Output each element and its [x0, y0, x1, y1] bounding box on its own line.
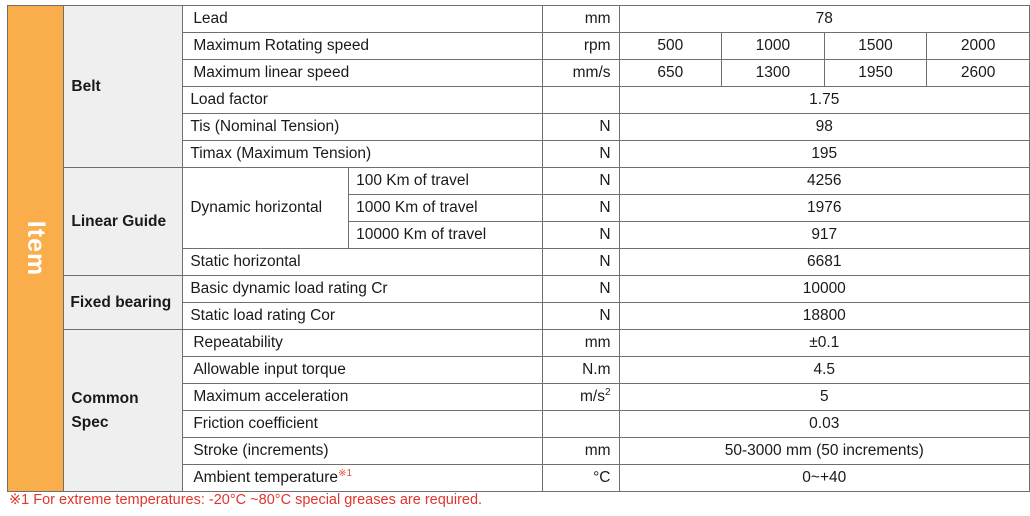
label-max-acceleration: Maximum acceleration [183, 384, 542, 411]
label-static-horizontal: Static horizontal [183, 249, 542, 276]
unit-tis: N [542, 114, 619, 141]
value-lead: 78 [619, 6, 1029, 33]
label-stroke: Stroke (increments) [183, 438, 542, 465]
value-lin-speed-3: 1950 [824, 60, 927, 87]
unit-bearing-cor: N [542, 303, 619, 330]
unit-repeatability: mm [542, 330, 619, 357]
label-travel-1000: 1000 Km of travel [349, 195, 543, 222]
label-lead: Lead [183, 6, 542, 33]
unit-travel-100: N [542, 168, 619, 195]
group-common-line1: Common [71, 389, 139, 407]
value-travel-1000: 1976 [619, 195, 1029, 222]
unit-load-factor [542, 87, 619, 114]
row-lead [8, 6, 1030, 33]
value-static-horizontal: 6681 [619, 249, 1029, 276]
value-input-torque: 4.5 [619, 357, 1029, 384]
value-load-factor: 1.75 [619, 87, 1029, 114]
unit-lead: mm [542, 6, 619, 33]
label-dynamic-horizontal: Dynamic horizontal [183, 168, 349, 249]
value-stroke: 50-3000 mm (50 increments) [619, 438, 1029, 465]
label-repeatability: Repeatability [183, 330, 542, 357]
item-column [8, 6, 64, 492]
item-label: Item [22, 220, 51, 277]
value-rot-speed-2: 1000 [722, 33, 825, 60]
unit-travel-10000: N [542, 222, 619, 249]
value-bearing-cor: 18800 [619, 303, 1029, 330]
value-max-acceleration: 5 [619, 384, 1029, 411]
value-lin-speed-2: 1300 [722, 60, 825, 87]
unit-accel-base: m/s [579, 388, 605, 406]
unit-lin-speed: mm/s [542, 60, 619, 87]
unit-stroke: mm [542, 438, 619, 465]
unit-rot-speed: rpm [542, 33, 619, 60]
value-lin-speed-1: 650 [619, 60, 722, 87]
label-input-torque: Allowable input torque [183, 357, 542, 384]
group-belt: Belt [64, 6, 183, 168]
label-timax: Timax (Maximum Tension) [183, 141, 542, 168]
label-friction: Friction coefficient [183, 411, 542, 438]
label-lin-speed: Maximum linear speed [183, 60, 542, 87]
value-ambient-temperature: 0~+40 [619, 465, 1029, 492]
value-rot-speed-1: 500 [619, 33, 722, 60]
value-lin-speed-4: 2600 [927, 60, 1030, 87]
label-travel-100: 100 Km of travel [349, 168, 543, 195]
unit-ambient-temperature: °C [542, 465, 619, 492]
spec-table [7, 5, 1030, 492]
unit-timax: N [542, 141, 619, 168]
row-bearing-cr [8, 276, 1030, 303]
value-tis: 98 [619, 114, 1029, 141]
label-bearing-cr: Basic dynamic load rating Cr [183, 276, 542, 303]
value-bearing-cr: 10000 [619, 276, 1029, 303]
unit-accel-sup: 2 [604, 387, 611, 399]
label-temp-text: Ambient temperature [193, 469, 339, 487]
row-travel-100 [8, 168, 1030, 195]
unit-static-horizontal: N [542, 249, 619, 276]
group-common-spec [64, 330, 183, 492]
footnote: ※1 For extreme temperatures: -20°C ~80°C special greases are required. [9, 492, 483, 508]
value-rot-speed-3: 1500 [824, 33, 927, 60]
unit-max-acceleration [542, 384, 619, 411]
label-rot-speed: Maximum Rotating speed [183, 33, 542, 60]
value-travel-10000: 917 [619, 222, 1029, 249]
group-fixed-bearing: Fixed bearing [64, 276, 183, 330]
label-travel-10000: 10000 Km of travel [349, 222, 543, 249]
value-timax: 195 [619, 141, 1029, 168]
unit-travel-1000: N [542, 195, 619, 222]
unit-input-torque: N.m [542, 357, 619, 384]
value-rot-speed-4: 2000 [927, 33, 1030, 60]
value-travel-100: 4256 [619, 168, 1029, 195]
footnote-marker: ※1 [338, 468, 353, 480]
label-load-factor: Load factor [183, 87, 542, 114]
value-repeatability: ±0.1 [619, 330, 1029, 357]
label-tis: Tis (Nominal Tension) [183, 114, 542, 141]
unit-friction [542, 411, 619, 438]
spec-table-wrapper [7, 5, 1030, 492]
group-linear-guide: Linear Guide [64, 168, 183, 276]
label-ambient-temperature [183, 465, 542, 492]
label-bearing-cor: Static load rating Cor [183, 303, 542, 330]
group-common-line2: Spec [71, 413, 109, 431]
unit-bearing-cr: N [542, 276, 619, 303]
value-friction: 0.03 [619, 411, 1029, 438]
row-repeatability [8, 330, 1030, 357]
